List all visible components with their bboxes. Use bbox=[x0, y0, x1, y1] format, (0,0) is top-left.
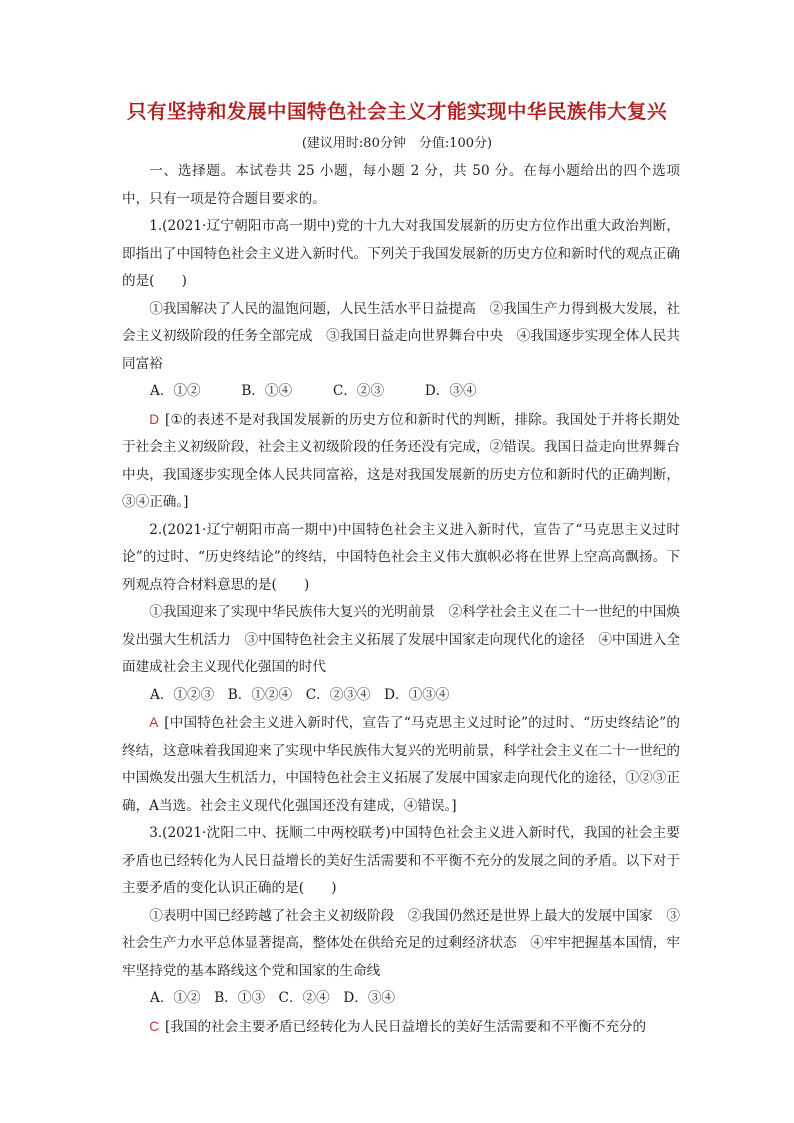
question-options: A．①② B．①③ C．②④ D．③④ bbox=[150, 990, 396, 1006]
answer-block bbox=[122, 709, 680, 820]
answer-letter: C bbox=[149, 1018, 160, 1034]
answer-explanation: [①的表述不是对我国发展新的历史方位和新时代的判断，排除。我国处于并将长期处于社会主义初级阶段，社会主义初级阶段的任务还没有完成，②错误。我国日益走向世界舞台中央，我国逐步实现全体人民共同富裕，这是对我国发展新的历史方位和新时代的正确判断，③④正确。] bbox=[122, 411, 680, 510]
answer-letter: A bbox=[149, 715, 159, 730]
page-title: 只有坚持和发展中国特色社会主义才能实现中华民族伟大复兴 bbox=[126, 100, 667, 123]
question-3 bbox=[122, 820, 680, 1041]
question-options: A．①②③ B．①②④ C．②③④ D．①③④ bbox=[150, 686, 450, 703]
answer-explanation: [我国的社会主要矛盾已经转化为人民日益增长的美好生活需要和不平衡不充分的 bbox=[165, 1018, 647, 1035]
section-intro: 一、选择题。本试卷共 25 小题，每小题 2 分，共 50 分。在每小题给出的四个选项中，只有一项是符合题目要求的。 bbox=[122, 163, 680, 207]
document-body bbox=[122, 158, 680, 1041]
question-1 bbox=[122, 213, 680, 517]
answer-block bbox=[122, 406, 680, 517]
question-stem: 1.(2021·辽宁朝阳市高一期中)党的十九大对我国发展新的历史方位作出重大政治判断，即指出了中国特色社会主义进入新时代。下列关于我国发展新的历史方位和新时代的观点正确的是( ) bbox=[122, 218, 680, 289]
time-score-info: (建议用时:80分钟 分值:100分) bbox=[301, 136, 493, 151]
answer-letter: D bbox=[149, 411, 160, 427]
question-statements: ①我国迎来了实现中华民族伟大复兴的光明前景 ②科学社会主义在二十一世纪的中国焕发出强大生机活力 ③中国特色社会主义拓展了发展中国家走向现代化的途径 ④中国进入全面建成社会主义现代化强国的时代 bbox=[122, 604, 680, 675]
question-stem: 3.(2021·沈阳二中、抚顺二中两校联考)中国特色社会主义进入新时代，我国的社会主要矛盾也已经转化为人民日益增长的美好生活需要和不平衡不充分的发展之间的矛盾。以下对于主要矛盾的变化认识正确的是( ) bbox=[122, 825, 680, 896]
question-options: A．①② B．①④ C．②③ D．③④ bbox=[150, 383, 477, 399]
answer-explanation: [中国特色社会主义进入新时代，宣告了“马克思主义过时论”的过时、“历史终结论”的终结，这意味着我国迎来了实现中华民族伟大复兴的光明前景，科学社会主义在二十一世纪的中国焕发出强大生机活力，中国特色社会主义拓展了发展中国家走向现代化的途径，①②③正确，A当选。社会主义现代化强国还没有建成，④错误。] bbox=[122, 715, 680, 814]
question-statements: ①我国解决了人民的温饱问题，人民生活水平日益提高 ②我国生产力得到极大发展，社会主义初级阶段的任务全部完成 ③我国日益走向世界舞台中央 ④我国逐步实现全体人民共同富裕 bbox=[122, 300, 680, 372]
question-statements: ①表明中国已经跨越了社会主义初级阶段 ②我国仍然还是世界上最大的发展中国家 ③社会生产力水平总体显著提高，整体处在供给充足的过剩经济状态 ④牢牢把握基本国情，牢牢坚持党的基本路线这个党和国家的生命线 bbox=[122, 907, 680, 979]
question-2 bbox=[122, 517, 680, 821]
answer-block bbox=[122, 1013, 680, 1042]
question-stem: 2.(2021·辽宁朝阳市高一期中)中国特色社会主义进入新时代，宣告了“马克思主义过时论”的过时、“历史终结论”的终结，中国特色社会主义伟大旗帜必将在世界上空高高飘扬。下列观点符合材料意思的是( ) bbox=[122, 521, 680, 593]
